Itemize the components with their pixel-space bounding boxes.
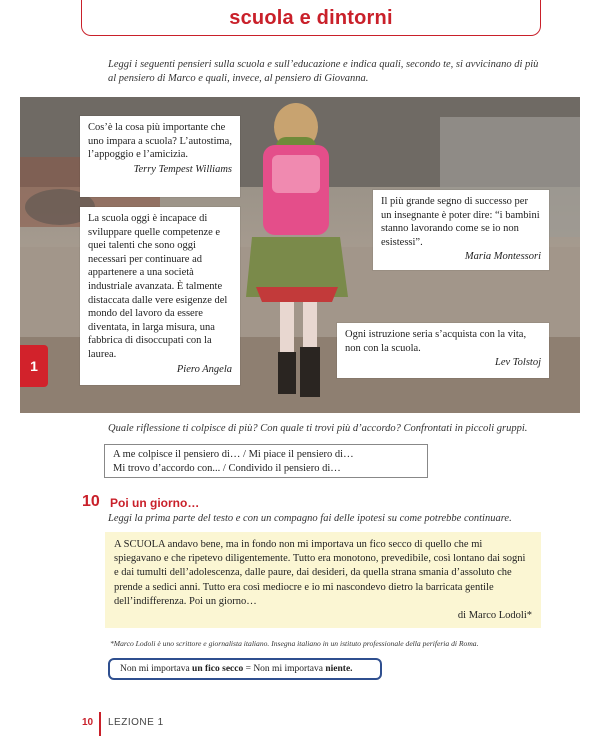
- exercise-title: Poi un giorno…: [110, 496, 200, 510]
- idiom-text: = Non mi importava: [243, 664, 326, 674]
- quote-text: La scuola oggi è incapace di sviluppare quelle competenze e quei talenti che sono oggi necessari per continuare ad appartenere a una società industriale avanzata. È talmente distaccata dalle vere esigenze del mondo del lavoro da essere diventata, in larga misura, una fabbrica di disoccupati con la laurea.: [88, 213, 228, 360]
- chapter-title-box: [81, 0, 541, 36]
- discussion-question: Quale riflessione ti colpisce di più? Con quale ti trovi più d’accordo? Confrontati in piccoli gruppi.: [108, 423, 528, 434]
- quote-card-angela: [80, 207, 240, 385]
- useful-phrases-box: [104, 444, 428, 478]
- quote-author: Piero Angela: [176, 363, 232, 375]
- quote-card-tolstoj: [337, 323, 549, 378]
- footer-divider: [99, 712, 101, 736]
- quote-author: Maria Montessori: [464, 251, 541, 263]
- idiom-bold: niente.: [325, 664, 353, 674]
- reading-text-box: [105, 532, 541, 628]
- exercise-number-tab: 1: [20, 345, 48, 387]
- quote-text: Cos’è la cosa più importante che uno impara a scuola? L’autostima, l’appoggio e l’amicizia.: [88, 122, 232, 161]
- reading-text: A SCUOLA andavo bene, ma in fondo non mi importava un fico secco di quello che mi spiegavano e che ripetevo diligentemente. Tutto era monotono, prevedibile, così lontano dai sogni e dai tumulti dell’adolescenza, dalle paure, dai desideri, da quella strana smania d’assoluto che prende a sedici anni. Tutto era così mediocre e io mi nascondevo dietro la barricata gentile dell’indifferenza. Poi un giorno…: [114, 539, 526, 607]
- idiom-bold: un fico secco: [192, 664, 244, 674]
- intro-instruction: Leggi i seguenti pensieri sulla scuola e sull’educazione e indica quali, secondo te, si avvicinano di più al pensiero di Marco e quali, invece, al pensiero di Giovanna.: [108, 59, 539, 84]
- idiom-note: [108, 658, 382, 680]
- text-signature: di Marco Lodoli*: [457, 609, 532, 621]
- page-number: 10: [82, 717, 94, 728]
- quote-author: Lev Tolstoj: [495, 357, 541, 369]
- quote-card-williams: [80, 116, 240, 197]
- lesson-label: LEZIONE 1: [108, 717, 164, 728]
- exercise-number: 10: [82, 493, 100, 510]
- quote-text: Il più grande segno di successo per un insegnante è poter dire: “i bambini stanno lavorando come se io non esistessi”.: [381, 196, 540, 248]
- author-footnote: *Marco Lodoli è uno scrittore e giornalista italiano. Insegna italiano in un istituto professionale della periferia di Roma.: [110, 639, 479, 648]
- exercise-instruction: Leggi la prima parte del testo e con un compagno fai delle ipotesi su come potrebbe continuare.: [108, 513, 512, 524]
- quote-text: Ogni istruzione seria s’acquista con la vita, non con la scuola.: [345, 329, 527, 354]
- quote-card-montessori: [373, 190, 549, 270]
- idiom-text: Non mi importava: [120, 664, 193, 674]
- phrase-line: A me colpisce il pensiero di… / Mi piace il pensiero di…: [113, 449, 354, 460]
- phrase-line: Mi trovo d’accordo con... / Condivido il pensiero di…: [113, 462, 341, 474]
- quote-author: Terry Tempest Williams: [133, 163, 232, 175]
- chapter-title: scuola e dintorni: [229, 7, 393, 29]
